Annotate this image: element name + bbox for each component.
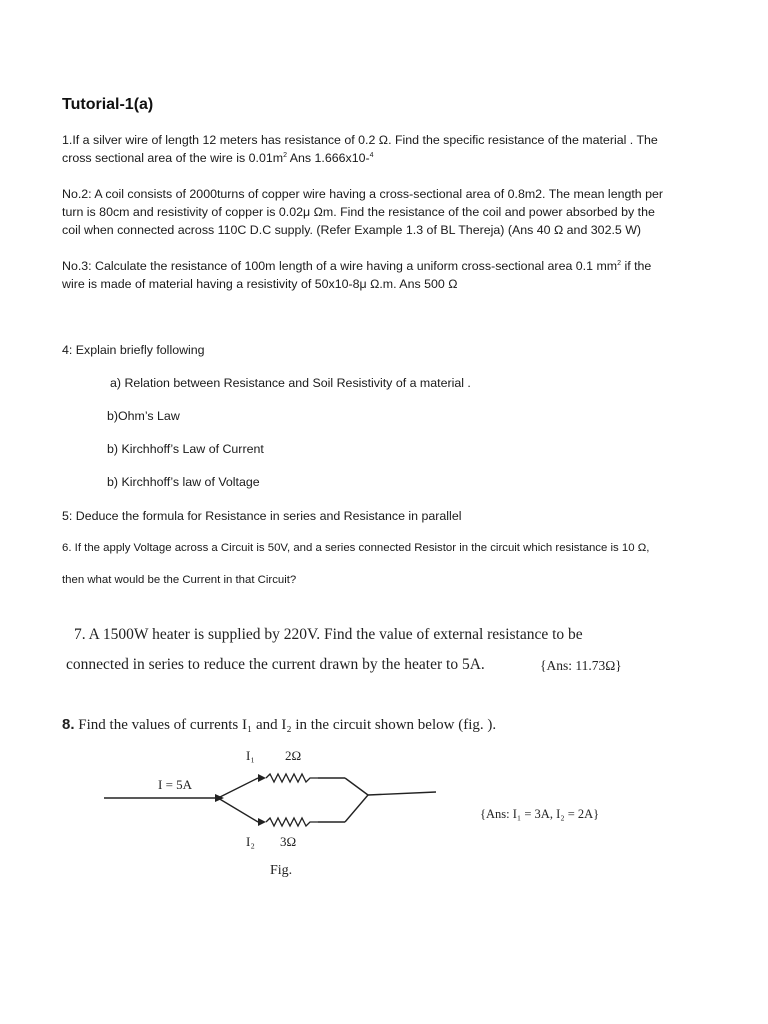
label-r2: 3Ω [280,834,297,849]
q6-line-2: then what would be the Current in that Circuit? [62,574,297,586]
question-5: 5: Deduce the formula for Resistance in series and Resistance in parallel [62,509,462,523]
q3-line-1-text: No.3: Calculate the resistance of 100m length of a wire having a uniform cross-sectional area 0.1 mm [62,259,618,273]
q2-line-3: coil when connected across 110C D.C supply. (Refer Example 1.3 of BL Thereja) (Ans 40 Ω and 302.5 W) [62,223,642,237]
q4-heading: 4: Explain briefly following [62,343,205,357]
upper-branch-left [218,778,258,798]
q8-answer: {Ans: I₁ = 3A, I₂ = 2A} [480,807,600,821]
q4-item-b-kvl: b) Kirchhoff’s law of Voltage [107,475,260,489]
q3-superscript: 2 [617,260,622,267]
label-i-total: I = 5A [158,777,193,792]
q8-text: Find the values of currents I₁ and I₂ in the circuit shown below (fig. ). [78,717,497,733]
q6-line-1: 6. If the apply Voltage across a Circuit is 50V, and a series connected Resistor in the circuit which resistance is 10 Ω, [62,542,650,554]
label-i2: I₂ [246,834,255,849]
i2-arrow [258,818,266,826]
resistor-3-ohm [266,818,318,826]
q1-superscript-1: 2 [283,152,287,159]
q8-number: 8. [62,716,75,733]
tutorial-title: Tutorial-1(a) [62,96,154,113]
lower-branch-left [218,798,258,822]
q7-line-1: 7. A 1500W heater is supplied by 220V. Find the value of external resistance to be [74,626,583,643]
q2-line-2: turn is 80cm and resistivity of copper is 0.02μ Ωm. Find the resistance of the coil and power absorbed by the [62,205,655,219]
q1-line-1: 1.If a silver wire of length 12 meters has resistance of 0.2 Ω. Find the specific resistance of the material . The [62,133,658,147]
output-wire [368,792,436,795]
lower-branch-right [345,795,368,822]
q2-line-1: No.2: A coil consists of 2000turns of copper wire having a cross-sectional area of 0.8m2. The mean length per [62,187,664,201]
q3-line-1-end: if the [621,259,652,273]
label-r1: 2Ω [285,748,302,763]
upper-branch-right [345,778,368,795]
q4-item-b-ohm: b)Ohm’s Law [107,409,180,423]
q7-answer: {Ans: 11.73Ω} [540,658,622,673]
q1-answer-text: Ans 1.666x10- [286,151,370,165]
q7-line-2: connected in series to reduce the current drawn by the heater to 5A. [66,656,485,673]
label-i1: I₁ [246,748,255,763]
i1-arrow [258,774,266,782]
q4-item-a: a) Relation between Resistance and Soil Resistivity of a material . [110,376,471,390]
resistor-2-ohm [266,774,318,782]
figure-caption: Fig. [270,863,293,878]
q1-superscript-2: 4 [369,152,374,159]
q1-line-2-text: cross sectional area of the wire is 0.01m [62,151,284,165]
q4-item-b-kcl: b) Kirchhoff’s Law of Current [107,442,264,456]
q3-line-2: wire is made of material having a resistivity of 50x10-8μ Ω.m. Ans 500 Ω [62,277,458,291]
